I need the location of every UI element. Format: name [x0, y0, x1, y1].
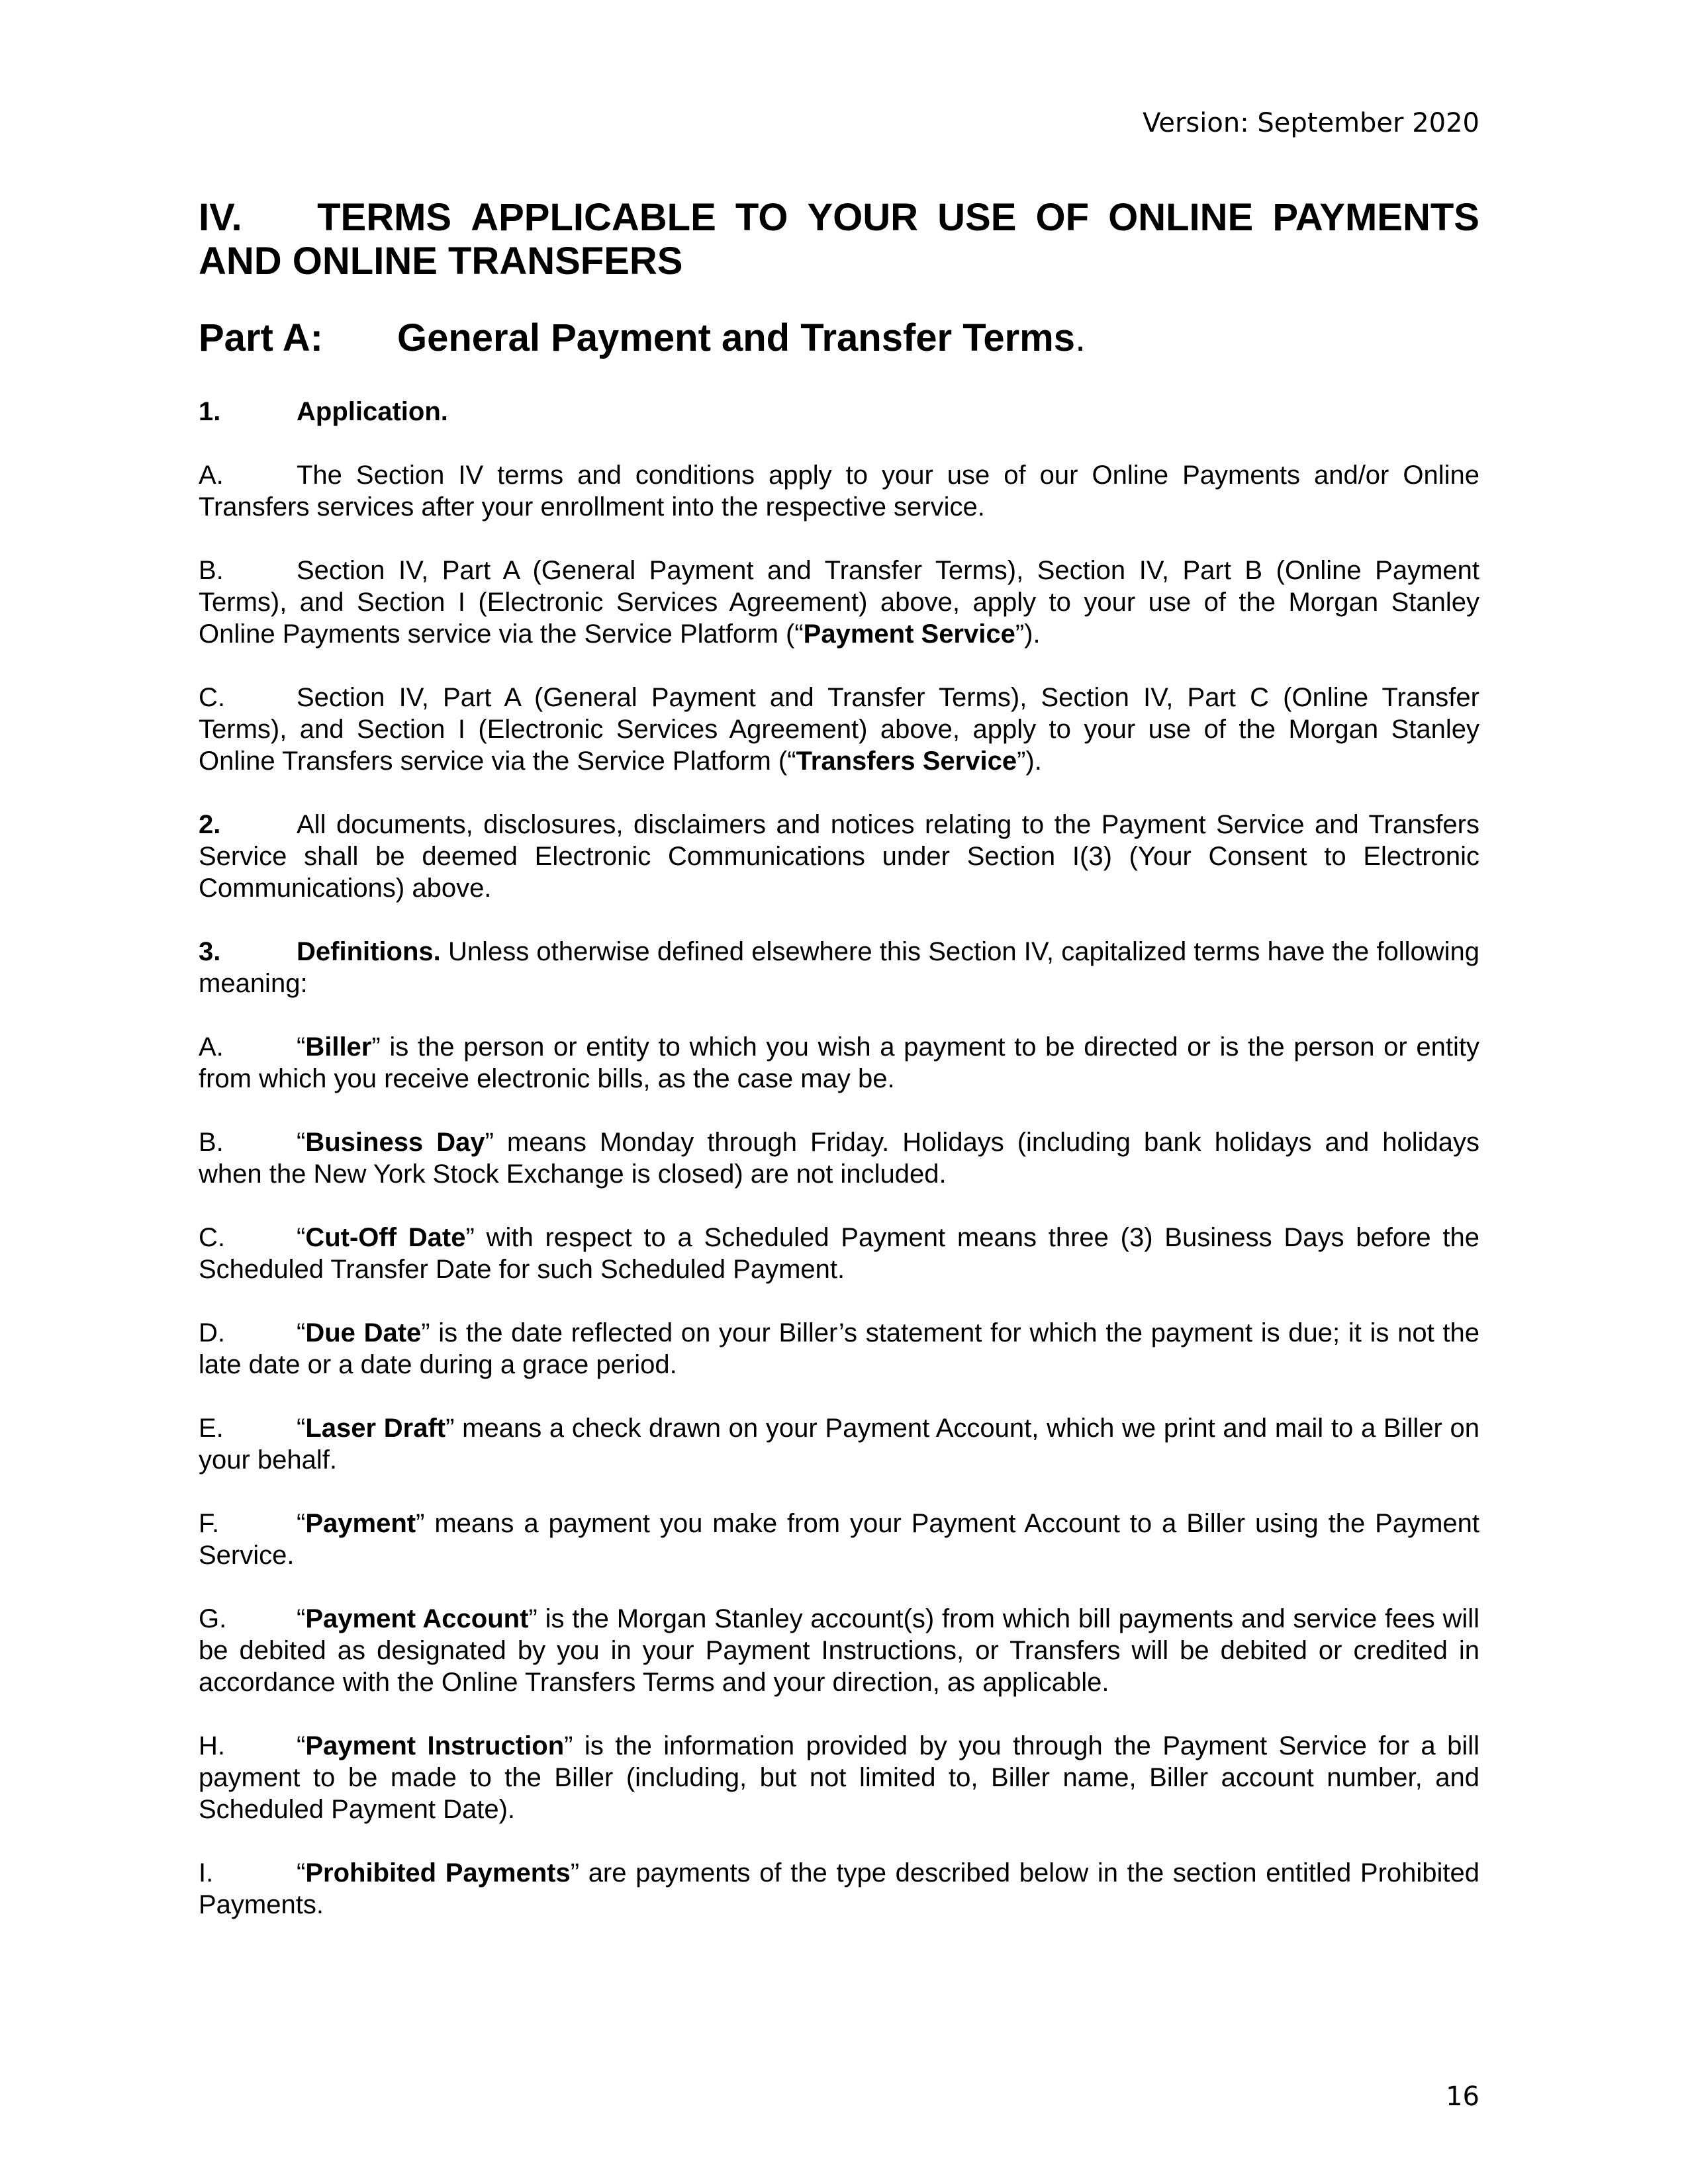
definition-term: Payment Account [305, 1604, 529, 1633]
definition-term: Business Day [305, 1128, 485, 1157]
definition-payment-account: G. “Payment Account” is the Morgan Stanley account(s) from which bill payments and service fees will be debited as designated by you in your Payment Instructions, or Transfers will be debited or credited in accordance with the Online Transfers Terms and your direction, as applicable. [199, 1604, 1479, 1697]
item-1c-after: ”). [1017, 747, 1042, 776]
part-label: Part A: [199, 316, 323, 359]
definition-term: Cut-Off Date [305, 1223, 466, 1252]
section-title-word: USE [937, 196, 1017, 239]
definition-label: C. [199, 1223, 225, 1252]
definition-text: ” is the person or entity to which you wish a payment to be directed or is the person or entity from which you receive electronic bills, as the case may be. [199, 1032, 1479, 1093]
definition-term: Payment Instruction [305, 1731, 565, 1760]
definition-label: B. [199, 1128, 224, 1157]
definition-label: F. [199, 1509, 220, 1538]
definition-label: E. [199, 1414, 224, 1443]
section-title-word: ONLINE [1108, 196, 1254, 239]
item-2-number: 2. [199, 810, 221, 839]
item-3-paragraph [199, 936, 1479, 999]
section-title-line1 [199, 196, 1479, 240]
part-period: . [1075, 316, 1086, 359]
section-title-word: TO [735, 196, 788, 239]
definition-payment-instruction: H. “Payment Instruction” is the information provided by you through the Payment Service for a bill payment to be made to the Biller (including, but not limited to, Biller name, Biller account number, and Scheduled Payment Date). [199, 1731, 1479, 1824]
definition-label: D. [199, 1318, 225, 1347]
item-1b-after: ”). [1015, 619, 1041, 649]
section-title-word: APPLICABLE [471, 196, 716, 239]
part-title [199, 315, 1086, 361]
definition-term: Biller [305, 1032, 372, 1062]
item-3-number: 3. [199, 937, 221, 966]
item-1-number: 1. [199, 397, 221, 426]
definition-term: Payment [305, 1509, 416, 1538]
document-page [199, 0, 1479, 2184]
definition-text: ” are payments of the type described below in the section entitled Prohibited Payments. [199, 1858, 1480, 1919]
item-1c-label: C. [199, 683, 225, 712]
definition-label: I. [199, 1858, 214, 1888]
definition-label: H. [199, 1731, 225, 1760]
item-1b-term: Payment Service [803, 619, 1015, 649]
item-3-intro: Unless otherwise defined elsewhere this Section IV, capitalized terms have the following meaning: [199, 937, 1479, 998]
section-title [199, 196, 1479, 283]
definition-term: Prohibited Payments [305, 1858, 571, 1888]
section-number: IV. [199, 196, 242, 239]
section-title-word: TERMS [317, 196, 452, 239]
item-1b-label: B. [199, 556, 224, 585]
item-1a-label: A. [199, 461, 224, 490]
item-1a-paragraph [199, 459, 1479, 523]
page-number: 16 [1446, 2081, 1479, 2112]
definition-term: Due Date [305, 1318, 422, 1347]
definition-text: ” with respect to a Scheduled Payment means three (3) Business Days before the Scheduled Transfer Date for such Scheduled Payment. [199, 1223, 1479, 1284]
item-1c-text: Section IV, Part A (General Payment and Transfer Terms), Section IV, Part C (Online Transfer Terms), and Section I (Electronic Services Agreement) above, apply to your use of the Morgan Stanley Online Transfers service via the Service Platform (“ [199, 683, 1479, 776]
definition-label: G. [199, 1604, 227, 1633]
item-1-title: Application. [297, 397, 448, 426]
definition-text: ” is the date reflected on your Biller’s statement for which the payment is due; it is not the late date or a date during a grace period. [199, 1318, 1479, 1379]
definition-text: ” is the Morgan Stanley account(s) from which bill payments and service fees will be debited as designated by you in your Payment Instructions, or Transfers will be debited or credited in accordance with the Online Transfers Terms and your direction, as applicable. [199, 1604, 1479, 1697]
definition-biller: A. “Biller” is the person or entity to which you wish a payment to be directed or is the person or entity from which you receive electronic bills, as the case may be. [199, 1032, 1479, 1093]
definition-text: ” means Monday through Friday. Holidays (including bank holidays and holidays when the New York Stock Exchange is closed) are not included. [199, 1128, 1479, 1189]
item-1b-paragraph [199, 555, 1479, 650]
definition-business-day: B. “Business Day” means Monday through Friday. Holidays (including bank holidays and holidays when the New York Stock Exchange is closed) are not included. [199, 1128, 1479, 1189]
item-1-heading [199, 396, 448, 428]
part-heading: General Payment and Transfer Terms [397, 316, 1076, 359]
definition-laser-draft: E. “Laser Draft” means a check drawn on your Payment Account, which we print and mail to a Biller on your behalf. [199, 1414, 1479, 1475]
definition-payment: F. “Payment” means a payment you make from your Payment Account to a Biller using the Payment Service. [199, 1509, 1479, 1570]
item-2-paragraph [199, 809, 1479, 904]
definition-text: ” means a check drawn on your Payment Account, which we print and mail to a Biller on your behalf. [199, 1414, 1479, 1475]
section-title-word: YOUR [807, 196, 919, 239]
item-1c-paragraph [199, 682, 1479, 777]
definition-term: Laser Draft [305, 1414, 446, 1443]
section-title-word: PAYMENTS [1272, 196, 1479, 239]
definition-cut-off-date: C. “Cut-Off Date” with respect to a Scheduled Payment means three (3) Business Days before the Scheduled Transfer Date for such Scheduled Payment. [199, 1223, 1479, 1284]
item-1a-text: The Section IV terms and conditions apply to your use of our Online Payments and/or Online Transfers services after your enrollment into the respective service. [199, 461, 1479, 522]
section-title-line2: AND ONLINE TRANSFERS [199, 240, 683, 283]
item-3-title: Definitions. [297, 937, 441, 966]
definition-prohibited-payments: I. “Prohibited Payments” are payments of the type described below in the section entitled Prohibited Payments. [199, 1858, 1480, 1919]
definition-label: A. [199, 1032, 224, 1062]
item-1c-term: Transfers Service [796, 747, 1017, 776]
definition-text: ” means a payment you make from your Payment Account to a Biller using the Payment Service. [199, 1509, 1479, 1570]
section-title-word: OF [1035, 196, 1090, 239]
definition-due-date: D. “Due Date” is the date reflected on your Biller’s statement for which the payment is due; it is not the late date or a date during a grace period. [199, 1318, 1479, 1379]
item-1b-text: Section IV, Part A (General Payment and Transfer Terms), Section IV, Part B (Online Payment Terms), and Section I (Electronic Services Agreement) above, apply to your use of the Morgan Stanley Online Payments service via the Service Platform (“ [199, 556, 1479, 649]
item-2-text: All documents, disclosures, disclaimers and notices relating to the Payment Service and Transfers Service shall be deemed Electronic Communications under Section I(3) (Your Consent to Electronic Communications) above. [199, 810, 1479, 903]
definition-text: ” is the information provided by you through the Payment Service for a bill payment to be made to the Biller (including, but not limited to, Biller name, Biller account number, and Scheduled Payment Date). [199, 1731, 1479, 1824]
version-label: Version: September 2020 [1143, 108, 1479, 138]
